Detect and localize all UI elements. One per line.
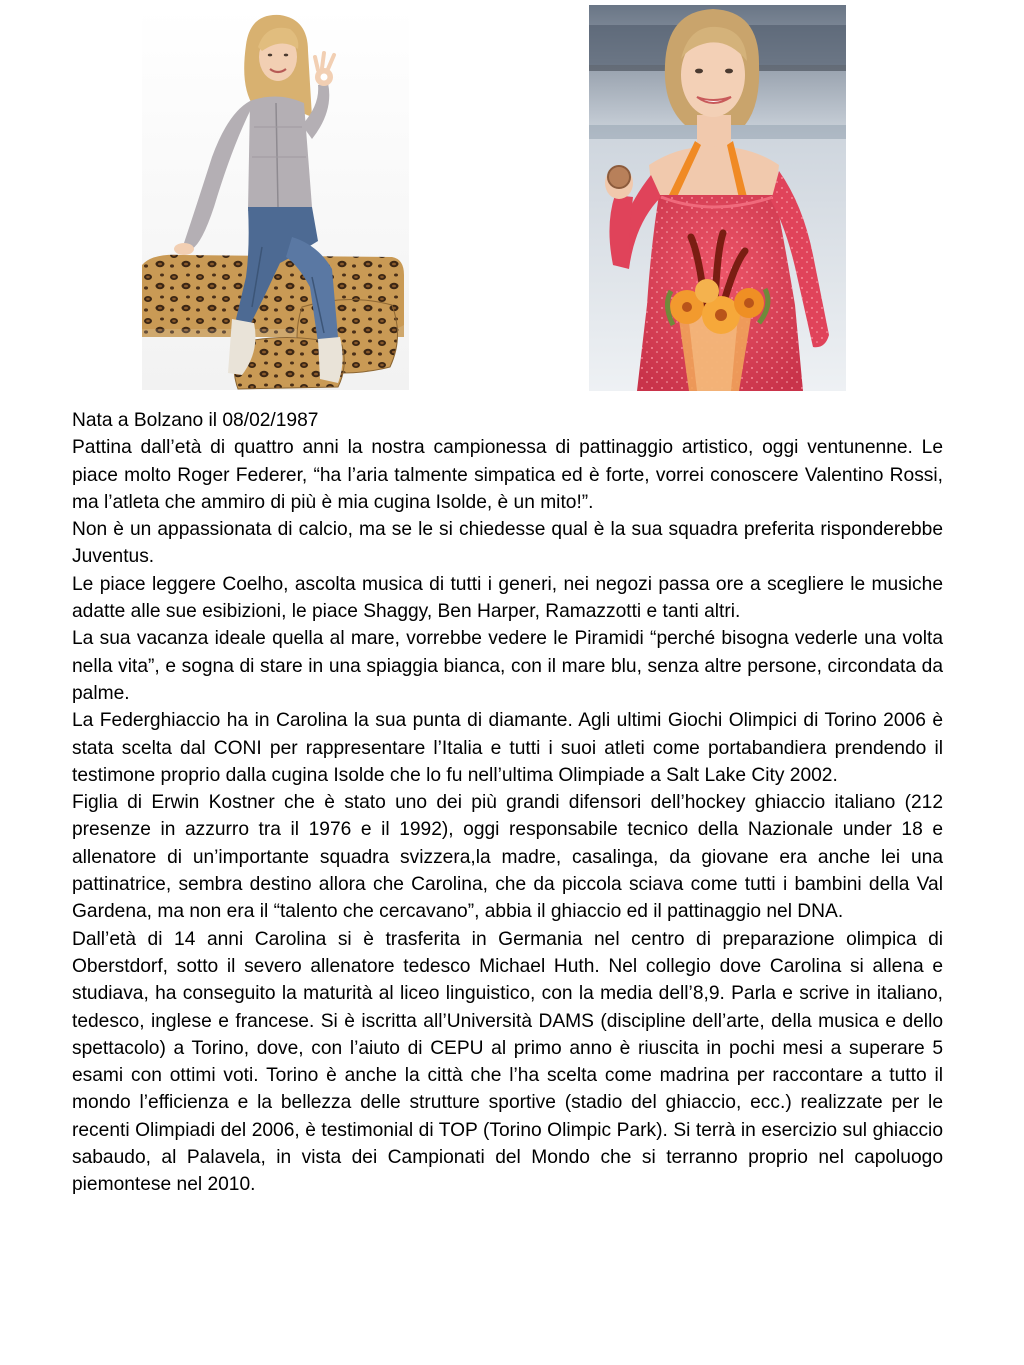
photo-girl-on-leopard-bench [142,7,409,390]
article-paragraph-birth: Nata a Bolzano il 08/02/1987 [72,410,319,431]
article-paragraph: Non è un appassionata di calcio, ma se le si chiedesse qual è la sua squadra preferita risponderebbe Juventus. [72,519,943,568]
article-paragraph: Figlia di Erwin Kostner che è stato uno dei più grandi difensori dell’hockey ghiaccio italiano (212 presenze in azzurro tra il 1976 e il 1992), oggi responsabile tecnico della Nazionale under 18 e allenatore di un’importante squadra svizzera,la madre, casalinga, da giovane era anche lei una pattinatrice, sembra destino allora che Carolina, che da piccola sciava come tutti i bambini della Val Gardena, ma non era il “talento che cercavano”, abbia il ghiaccio ed il pattinaggio nel DNA. [72,792,943,923]
article-body [72,407,943,1199]
article-paragraph: Pattina dall’età di quattro anni la nostra campionessa di pattinaggio artistico, oggi ventunenne. Le piace molto Roger Federer, “ha l’aria talmente simpatica ed è forte, vorrei conoscere Valentino Rossi, ma l’atleta che ammiro di più è mia cugina Isolde, è un mito!”. [72,437,943,513]
photo-skater-with-medal-and-flowers [589,5,846,391]
article-paragraph: La sua vacanza ideale quella al mare, vorrebbe vedere le Piramidi “perché bisogna vederle una volta nella vita”, e sogna di stare in una spiaggia bianca, con il mare blu, senza altre persone, circondata da palme. [72,628,943,704]
article-paragraph: La Federghiaccio ha in Carolina la sua punta di diamante. Agli ultimi Giochi Olimpici di Torino 2006 è stata scelta dal CONI per rappresentare l’Italia e tutti i suoi atleti come portabandiera prendendo il testimone proprio dalla cugina Isolde che lo fu nell’ultima Olimpiade a Salt Lake City 2002. [72,710,943,786]
article-paragraph: Le piace leggere Coelho, ascolta musica di tutti i generi, nei negozi passa ore a scegliere le musiche adatte alle sue esibizioni, le piace Shaggy, Ben Harper, Ramazzotti e tanti altri. [72,573,943,623]
article-paragraph: Dall’età di 14 anni Carolina si è trasferita in Germania nel centro di preparazione olimpica di Oberstdorf, sotto il severo allenatore tedesco Michael Huth. Nel collegio dove Carolina si allena e studiava, ha conseguito la maturità al liceo linguistico, con la media dell’8,9. Parla e scrive in italiano, tedesco, inglese e francese. Si è iscritta all’Università DAMS (discipline dell’arte, della musica e dello spettacolo) a Torino, dove, con l’aiuto di CEPU al primo anno è riuscita in pochi mesi a superare 5 esami con ottimi voti. Torino è anche la città che l’ha scelta come madrina per raccontare a tutto il mondo l’efficienza e la bellezza delle strutture sportive (stadio del ghiaccio, ecc.) realizzate per le recenti Olimpiadi del 2006, è testimonial di TOP (Torino Olimpic Park). Si terrà in esercizio sul ghiaccio sabaudo, al Palavela, in vista dei Campionati del Mondo che si terranno proprio nel capoluogo piemontese nel 2010. [72,928,943,1196]
